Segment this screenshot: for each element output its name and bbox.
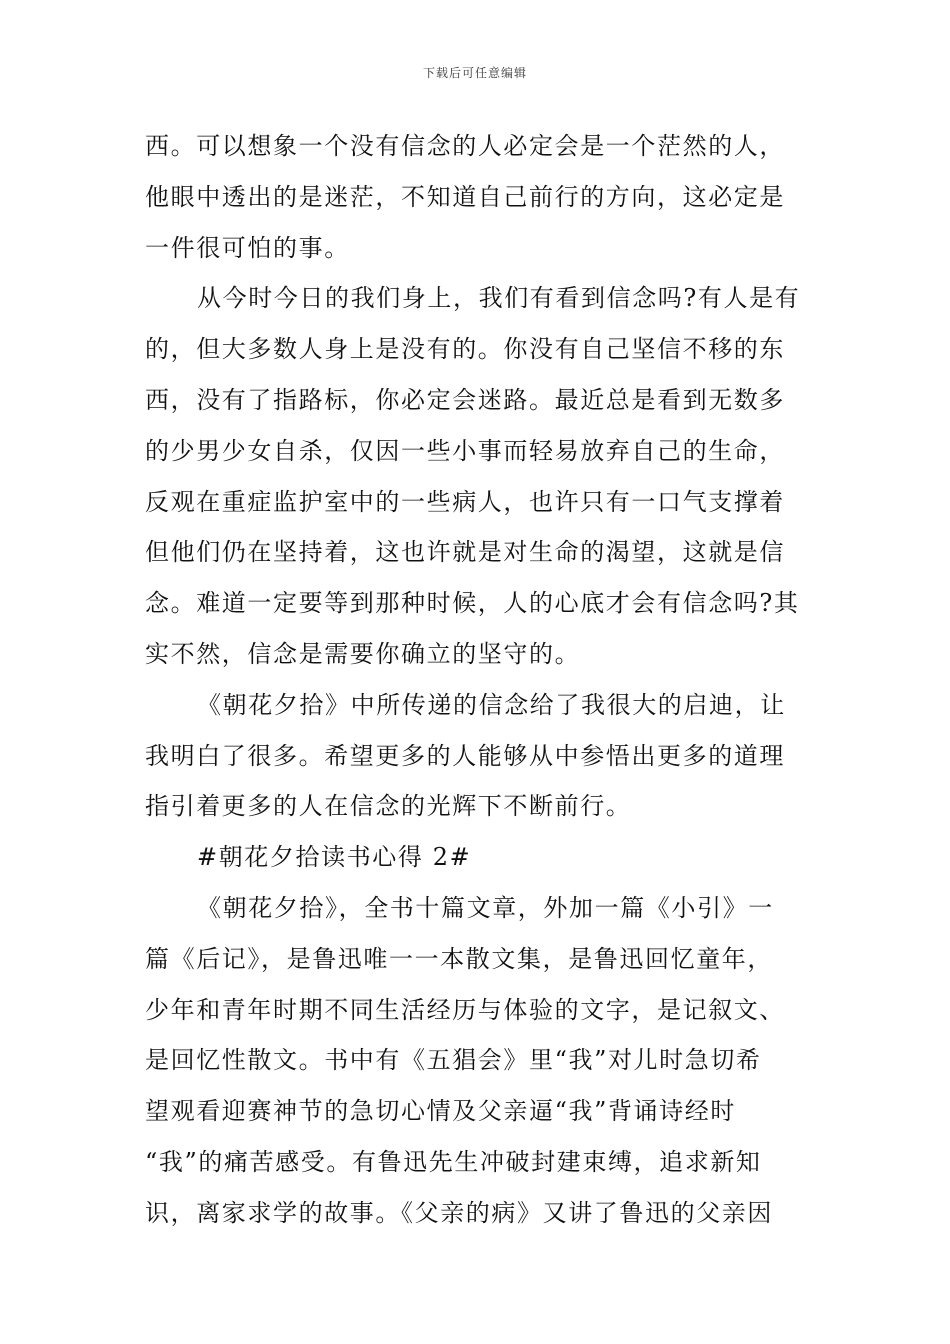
text-line: 一件很可怕的事。 — [145, 233, 350, 262]
text-line: 西。可以想象一个没有信念的人必定会是一个茫然的人， — [145, 132, 785, 160]
page-header: 下载后可任意编辑 — [422, 66, 527, 80]
text-line: “我”的痛苦感受。有鲁迅先生冲破封建束缚，追求新知 — [145, 1147, 762, 1176]
text-line: 念。难道一定要等到那种时候，人的心底才会有信念吗?其 — [145, 589, 800, 618]
text-line: 是回忆性散文。书中有《五猖会》里“我”对儿时急切希 — [145, 1046, 762, 1075]
paragraph-start-line: 从今时今日的我们身上，我们有看到信念吗?有人是有 — [197, 284, 801, 313]
text-line: 他眼中透出的是迷茫，不知道自己前行的方向，这必定是 — [145, 182, 785, 211]
text-line: 少年和青年时期不同生活经历与体验的文字，是记叙文、 — [145, 995, 785, 1024]
text-line: 我明白了很多。希望更多的人能够从中参悟出更多的道理 — [145, 741, 785, 770]
text-line: 反观在重症监护室中的一些病人，也许只有一口气支撑着 — [145, 487, 785, 516]
text-line: 的，但大多数人身上是没有的。你没有自己坚信不移的东 — [145, 335, 785, 364]
document-body — [145, 128, 807, 1246]
text-line: 指引着更多的人在信念的光辉下不断前行。 — [145, 792, 632, 821]
text-line: 但他们仍在坚持着，这也许就是对生命的渴望，这就是信 — [145, 538, 785, 567]
text-line: 西，没有了指路标，你必定会迷路。最近总是看到无数多 — [145, 385, 785, 414]
text-line: 望观看迎赛神节的急切心情及父亲逼“我”背诵诗经时 — [145, 1097, 736, 1126]
section-heading: #朝花夕拾读书心得 2# — [197, 843, 472, 872]
text-line: 实不然，信念是需要你确立的坚守的。 — [145, 639, 581, 668]
paragraph-start-line: 《朝花夕拾》中所传递的信念给了我很大的启迪，让 — [197, 690, 786, 719]
text-line: 识，离家求学的故事。《父亲的病》又讲了鲁迅的父亲因 — [145, 1198, 773, 1227]
paragraph-start-line: 《朝花夕拾》，全书十篇文章，外加一篇《小引》一 — [197, 893, 774, 922]
text-line: 的少男少女自杀，仅因一些小事而轻易放弃自己的生命， — [145, 436, 785, 465]
text-line: 篇《后记》，是鲁迅唯一一本散文集，是鲁迅回忆童年， — [145, 944, 773, 973]
